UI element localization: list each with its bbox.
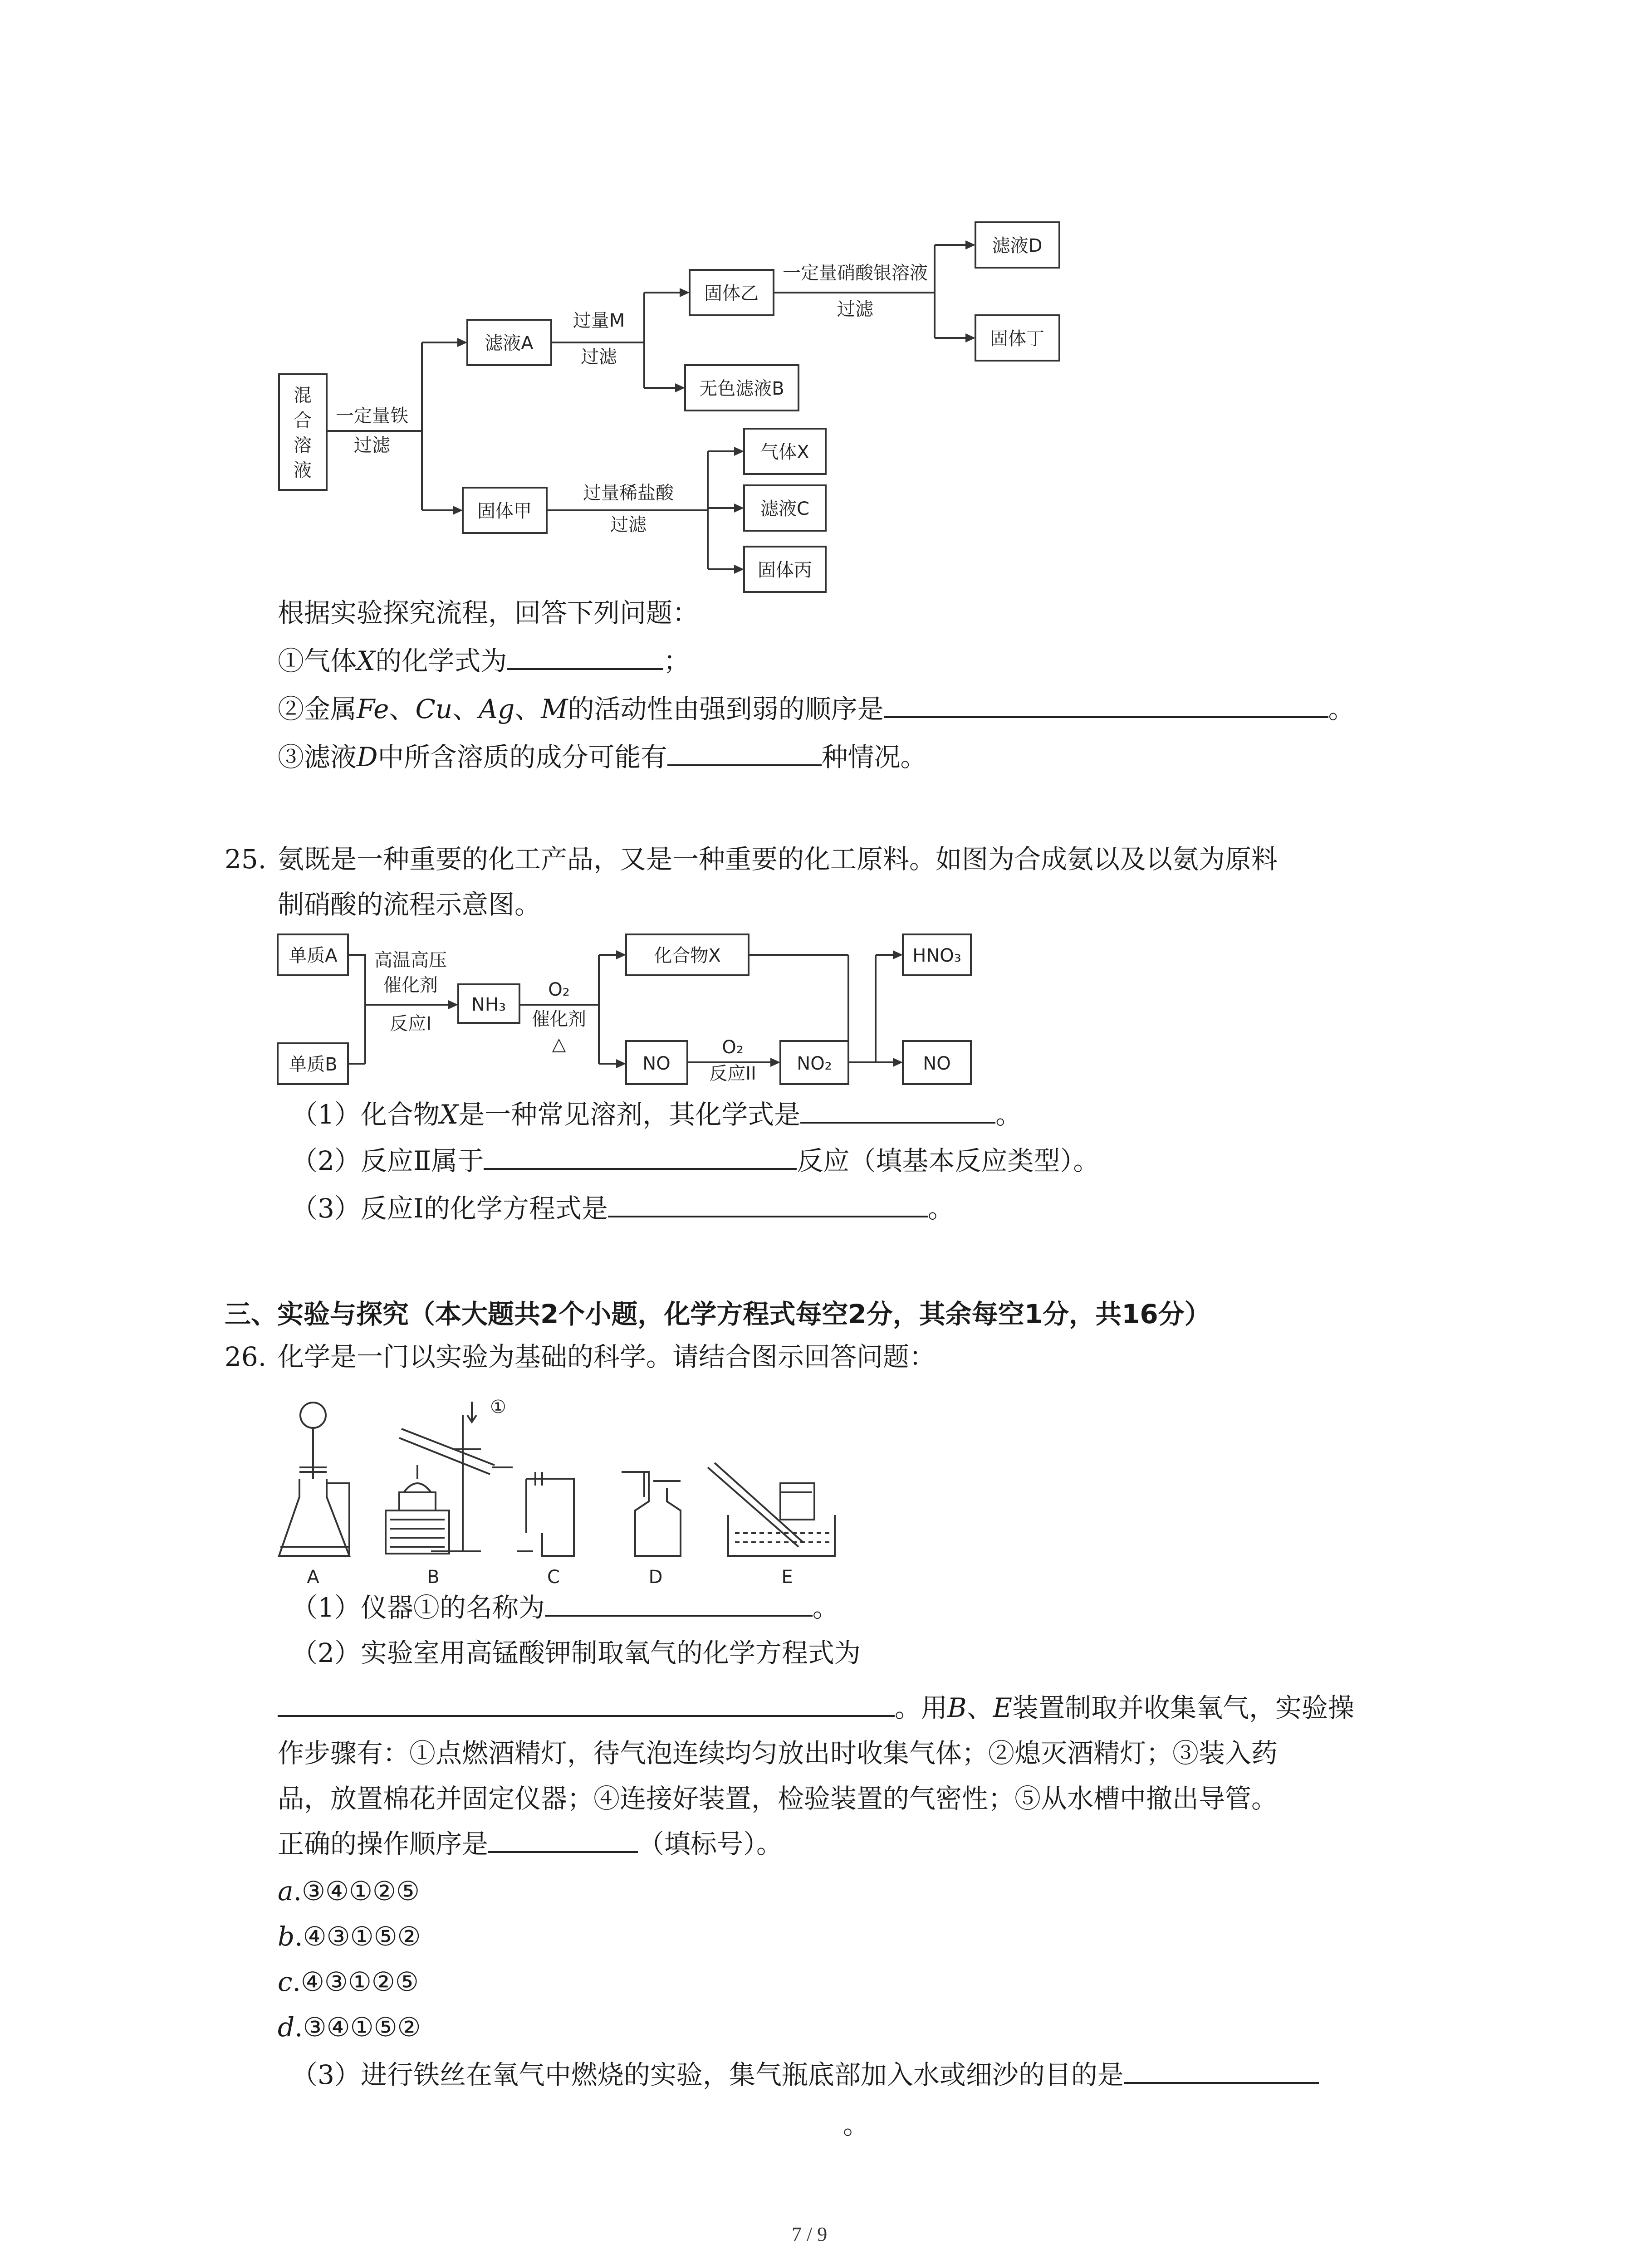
q26-sub2-line5-end: （填标号）。 <box>638 1828 783 1859</box>
q24-p2-ag: Ag <box>479 694 515 724</box>
q24-p3-end: 种情况。 <box>821 742 927 772</box>
apparatus-label-d: D <box>648 1567 663 1588</box>
compound-x-label: 化合物X <box>654 945 721 966</box>
step1-bottom: 过滤 <box>354 435 390 456</box>
section3-title: 三、实验与探究（本大题共2个小题，化学方程式每空2分，其余每空1分，共16分） <box>225 1299 1211 1330</box>
q25-sub3-a: （3）反应Ⅰ的化学方程式是 <box>291 1193 608 1224</box>
apparatus-e <box>708 1463 835 1556</box>
cond2-line2: △ <box>552 1034 566 1055</box>
q26-sub3-a: （3）进行铁丝在氧气中燃烧的实验，集气瓶底部加入水或细沙的目的是 <box>291 2059 1124 2090</box>
step2-top: 过量M <box>573 310 625 331</box>
q24-p1-b: 的化学式为 <box>375 645 507 676</box>
q25-sub1-a: （1）化合物 <box>291 1099 440 1130</box>
step3-bottom: 过滤 <box>837 299 873 320</box>
cond1-line2: 催化剂 <box>383 975 438 996</box>
q26-sub2-line5 <box>278 1828 783 1859</box>
q26-sub2-line4: 品，放置棉花并固定仪器；④连接好装置，检验装置的气密性；⑤从水槽中撤出导管。 <box>278 1783 1278 1814</box>
q24-p1-var: X <box>357 645 376 676</box>
page-number: 7 / 9 <box>792 2223 828 2245</box>
mixed-char-2: 合 <box>294 410 312 431</box>
q26-option-c <box>278 1966 419 1997</box>
no-out-label: NO <box>923 1053 951 1074</box>
apparatus-marker: ① <box>490 1397 506 1418</box>
q25-sub1-b: 是一种常见溶剂，其化学式是 <box>458 1099 801 1130</box>
apparatus-d <box>622 1472 681 1556</box>
q26-sub3 <box>291 2059 1319 2090</box>
q25-sub3-end: 。 <box>927 1193 954 1224</box>
q26-sub1 <box>291 1594 839 1621</box>
q24-p2-cu: Cu <box>415 694 453 724</box>
q24-p3-var: D <box>357 742 378 772</box>
apparatus-c <box>517 1472 574 1556</box>
q25-number: 25. <box>225 844 267 875</box>
q24-p2-sep1: 、 <box>389 694 416 724</box>
q25-sub2-a: （2）反应Ⅱ属于 <box>291 1145 484 1176</box>
q26-option-b-letter: b <box>278 1921 295 1952</box>
q26-line1: 化学是一门以实验为基础的科学。请结合图示回答问题： <box>278 1341 936 1372</box>
q24-p3-a: ③滤液 <box>278 742 357 772</box>
o2-top-label: O₂ <box>548 979 570 1000</box>
mixed-char-1: 混 <box>294 385 312 406</box>
q26-answer-blank-4[interactable] <box>1124 2077 1319 2084</box>
cond2-line1: 催化剂 <box>532 1009 586 1030</box>
cond1-line3: 反应I <box>390 1013 431 1034</box>
o2-mid-label: O₂ <box>722 1037 744 1058</box>
q26-sub2-line2 <box>278 1692 1355 1723</box>
q25-line1: 氨既是一种重要的化工产品，又是一种重要的化工原料。如图为合成氨以及以氨为原料 <box>278 844 1278 875</box>
q24-p2-m: M <box>541 694 568 724</box>
hno3-label: HNO₃ <box>912 945 961 966</box>
q26-sub2-cont-a: 。用 <box>895 1692 948 1723</box>
step1-top: 一定量铁 <box>336 406 408 426</box>
q26-sub1-a: （1）仪器①的名称为 <box>291 1592 545 1623</box>
q26-answer-blank-2[interactable] <box>278 1711 895 1717</box>
q26-sub2: （2）实验室用高锰酸钾制取氧气的化学方程式为 <box>291 1637 861 1668</box>
q24-p1-end: ； <box>663 645 690 676</box>
q26-option-c-text: .④③①②⑤ <box>292 1966 419 1997</box>
q26-option-c-letter: c <box>278 1966 293 1997</box>
q24-p2-sep2: 、 <box>452 694 479 724</box>
step4-top: 过量稀盐酸 <box>583 483 674 503</box>
q24-intro: 根据实验探究流程，回答下列问题： <box>278 597 699 628</box>
q25-sub2-end: 反应（填基本反应类型）。 <box>797 1145 1100 1176</box>
filtrate-c-label: 滤液C <box>760 499 809 519</box>
q26-sub2-line3: 作步骤有：①点燃酒精灯，待气泡连续均匀放出时收集气体；②熄灭酒精灯；③装入药 <box>278 1738 1278 1769</box>
solid-a-label: 固体甲 <box>477 501 532 522</box>
elem-a-label: 单质A <box>289 945 338 966</box>
q26-option-b <box>278 1923 421 1950</box>
q26-option-a-letter: a <box>278 1876 294 1906</box>
q26-sub1-end: 。 <box>812 1592 839 1623</box>
q25-sub1-var: X <box>439 1099 459 1130</box>
apparatus-a <box>279 1403 349 1556</box>
q26-option-a-text: .③④①②⑤ <box>293 1876 420 1906</box>
apparatus-label-e: E <box>781 1567 793 1588</box>
no2-label: NO₂ <box>797 1053 832 1074</box>
q26-sub3-end: 。 <box>843 2109 870 2140</box>
colorless-b-label: 无色滤液B <box>699 378 784 399</box>
q24-p2-end: 。 <box>1328 694 1355 724</box>
q26-sub2-e: E <box>993 1692 1012 1723</box>
cond1-line1: 高温高压 <box>374 950 447 971</box>
apparatus-label-c: C <box>547 1567 560 1588</box>
no-label: NO <box>642 1053 671 1074</box>
q26-sub2-cont-b: 装置制取并收集氧气，实验操 <box>1012 1692 1355 1723</box>
mixed-char-3: 溶 <box>294 435 312 456</box>
q26-option-d-text: .③④①⑤② <box>294 2012 421 2043</box>
q24-p2-b: 的活动性由强到弱的顺序是 <box>568 694 884 724</box>
q24-p2-a: ②金属 <box>278 694 357 724</box>
apparatus-label-a: A <box>307 1567 319 1588</box>
nh3-label: NH₃ <box>471 994 506 1015</box>
filtrate-a-label: 滤液A <box>485 333 534 354</box>
solid-b-label: 固体乙 <box>704 283 759 304</box>
solid-c-label: 固体丙 <box>758 560 812 581</box>
mixed-char-4: 液 <box>294 460 312 481</box>
q24-p2-fe: Fe <box>357 694 389 724</box>
q24-p2-sep3: 、 <box>514 694 541 724</box>
filtrate-d-label: 滤液D <box>992 235 1043 256</box>
q26-option-d <box>278 2012 421 2043</box>
q26-answer-blank-3[interactable] <box>488 1847 638 1853</box>
q25-line2: 制硝酸的流程示意图。 <box>278 889 541 920</box>
step2-bottom: 过滤 <box>581 347 617 367</box>
apparatus-b <box>386 1402 513 1554</box>
q26-sub2-b: B <box>947 1692 967 1723</box>
q24-p3-b: 中所含溶质的成分可能有 <box>377 742 667 772</box>
reaction2-label: 反应II <box>709 1063 756 1084</box>
q26-option-a <box>278 1878 420 1904</box>
solid-d-label: 固体丁 <box>990 328 1044 349</box>
apparatus-label-b: B <box>427 1567 440 1588</box>
q26-number: 26. <box>225 1341 267 1372</box>
q26-option-d-letter: d <box>278 2012 295 2043</box>
elem-b-label: 单质B <box>289 1054 338 1075</box>
step3-top: 一定量硝酸银溶液 <box>783 263 928 284</box>
q25-sub1-end: 。 <box>995 1099 1022 1130</box>
q24-p1-a: ①气体 <box>278 645 357 676</box>
q26-sub2-line5-a: 正确的操作顺序是 <box>278 1828 489 1859</box>
gas-x-label: 气体X <box>760 442 809 463</box>
step4-bottom: 过滤 <box>610 514 647 535</box>
q26-answer-blank-1[interactable] <box>545 1610 813 1617</box>
q26-sub2-sep: 、 <box>966 1692 993 1723</box>
q26-option-b-text: .④③①⑤② <box>294 1921 421 1952</box>
